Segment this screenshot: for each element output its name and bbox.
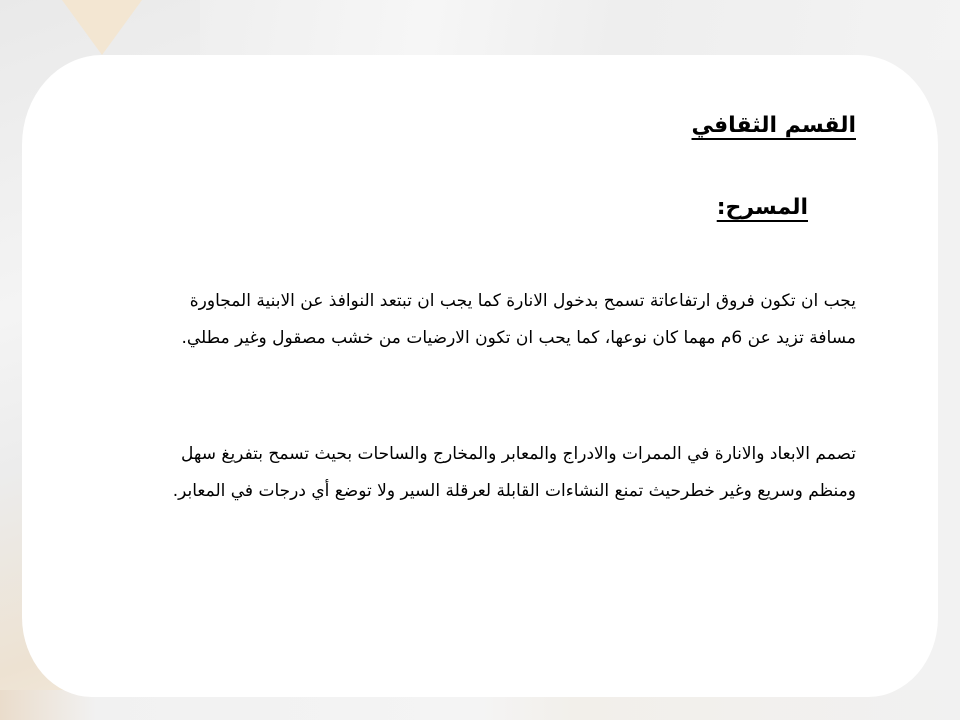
background-gold-triangle <box>62 0 142 55</box>
subsection-heading: المسرح: <box>716 195 808 220</box>
slide-content-card <box>22 55 938 697</box>
background-decoration-top <box>200 0 960 60</box>
paragraph-1: يجب ان تكون فروق ارتفاعاتة تسمح بدخول الانارة كما يجب ان تبتعد النوافذ عن الابنية المجاورة مسافة تزيد عن 6م مهما كان نوعها، كما يحب ان تكون الارضيات من خشب مصقول وغير مطلي. <box>181 291 856 348</box>
slide-text-area <box>142 55 856 697</box>
paragraph-2: تصمم الابعاد والانارة في الممرات والادراج والمعابر والمخارج والساحات بحيث تسمح بتفريغ سهل ومنظم وسريع وغير خطرحيث تمنع النشاءات القابلة لعرقلة السير ولا توضع أي درجات في المعابر. <box>172 444 856 501</box>
section-heading: القسم الثقافي <box>691 113 856 138</box>
